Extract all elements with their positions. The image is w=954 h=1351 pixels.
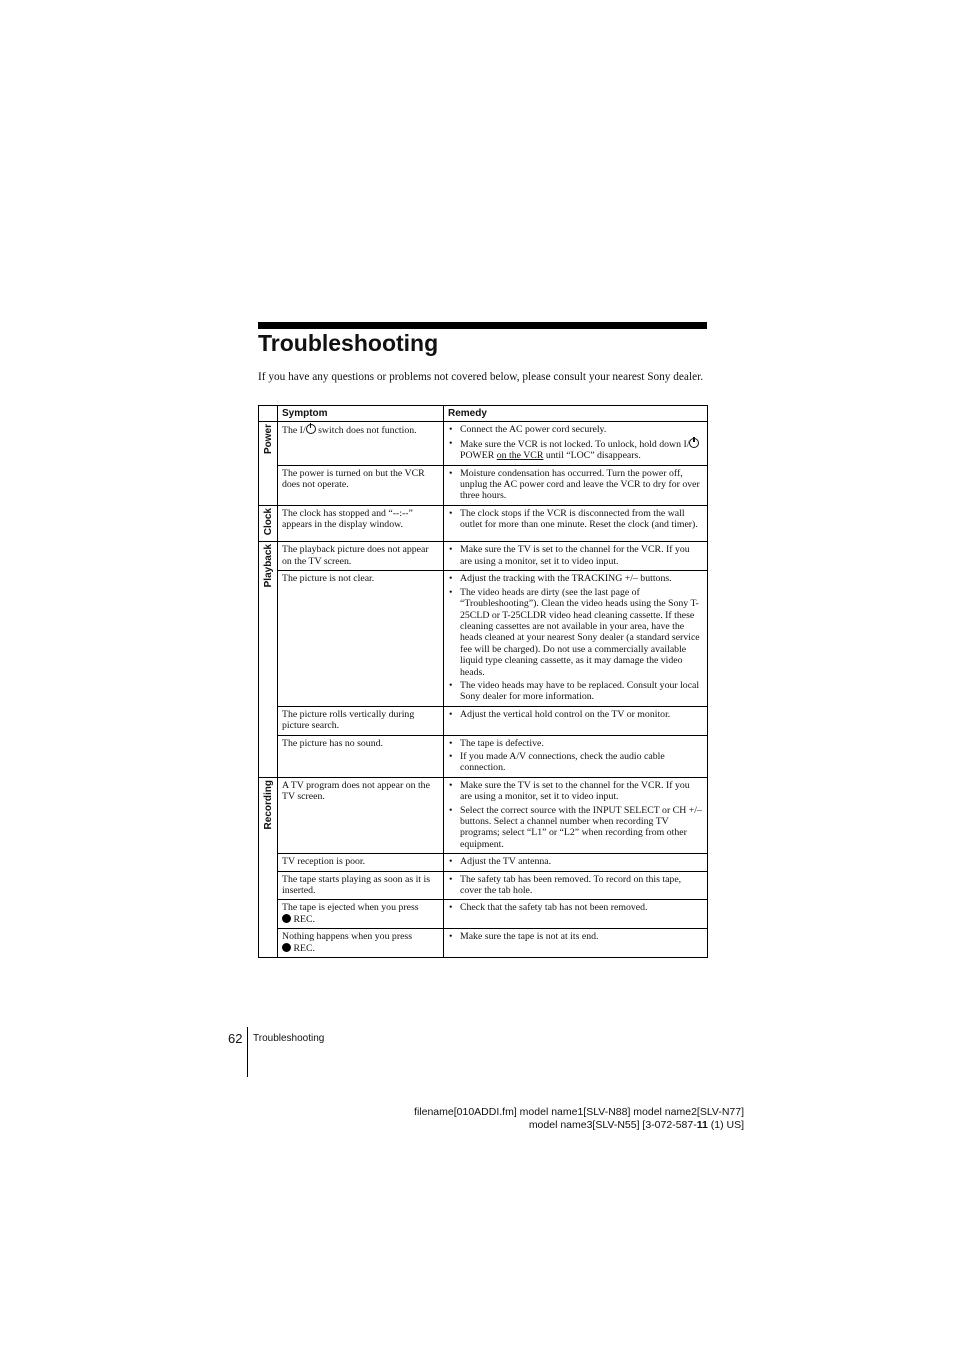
- intro-paragraph: If you have any questions or problems not covered below, please consult your nearest Sony dealer.: [258, 371, 704, 383]
- remedy-cell: [444, 777, 708, 853]
- remedy-cell: [444, 706, 708, 735]
- remedy-cell: [444, 871, 708, 900]
- remedy-cell: [444, 900, 708, 929]
- remedy-cell: [444, 505, 708, 542]
- remedy-item: • Moisture condensation has occurred. Turn the power off, unplug the AC power cord and leave the VCR to dry for over three hours.: [448, 468, 703, 502]
- corner-cell: [259, 406, 278, 422]
- remedy-item: • Select the correct source with the INPUT SELECT or CH +/– buttons. Select a channel number when recording TV programs; select “L1” or “L2” when recording from other equipment.: [448, 805, 703, 851]
- symptom-cell: The playback picture does not appear on the TV screen.: [278, 542, 444, 571]
- symptom-header: Symptom: [278, 406, 444, 422]
- page-title: Troubleshooting: [258, 330, 439, 356]
- power-icon: [306, 424, 316, 434]
- title-rule: [258, 322, 707, 329]
- table-header-row: [259, 406, 708, 422]
- remedy-item: • The video heads are dirty (see the last page of “Troubleshooting”). Clean the video heads using the Sony T-25CLD or T-25CLDR video head cleaning cassette. If these cleaning cassettes are not available in your area, have the heads cleaned at your nearest Sony dealer (a standard service fee will be charged). Do not use a commercially available liquid type cleaning cassette, as it may damage the video heads.: [448, 587, 703, 678]
- power-icon: [689, 438, 699, 448]
- file-info-line-2: model name3[SLV-N55] [3-072-587-11 (1) US]: [528, 1119, 744, 1131]
- table-row: [259, 571, 708, 706]
- remedy-cell: [444, 854, 708, 871]
- category-recording: Recording: [259, 777, 278, 957]
- table-row: [259, 777, 708, 853]
- remedy-item: • Check that the safety tab has not been removed.: [448, 902, 703, 913]
- remedy-item: • Make sure the VCR is not locked. To unlock, hold down I/ POWER on the VCR until “LOC” disappears.: [448, 438, 703, 462]
- symptom-cell: A TV program does not appear on the TV screen.: [278, 777, 444, 853]
- table-row: [259, 706, 708, 735]
- page-number: 62: [228, 1031, 243, 1046]
- remedy-cell: [444, 571, 708, 706]
- remedy-item: • If you made A/V connections, check the audio cable connection.: [448, 751, 703, 774]
- symptom-cell: The picture is not clear.: [278, 571, 444, 706]
- remedy-item: • Adjust the TV antenna.: [448, 856, 703, 867]
- table-row: [259, 422, 708, 465]
- file-info-line-1: filename[010ADDI.fm] model name1[SLV-N88] model name2[SLV-N77]: [414, 1106, 744, 1118]
- symptom-cell: The picture rolls vertically during picture search.: [278, 706, 444, 735]
- rec-dot-icon: [282, 914, 291, 923]
- remedy-item: • Adjust the tracking with the TRACKING +/– buttons.: [448, 573, 703, 584]
- troubleshooting-table: [258, 405, 708, 958]
- table-row: [259, 871, 708, 900]
- symptom-cell: The clock has stopped and “--:--” appears in the display window.: [278, 505, 444, 542]
- table-row: [259, 505, 708, 542]
- remedy-item: • The video heads may have to be replaced. Consult your local Sony dealer for more information.: [448, 680, 703, 703]
- file-info: [414, 1106, 744, 1132]
- remedy-header: Remedy: [444, 406, 708, 422]
- table-row: [259, 735, 708, 777]
- remedy-item: • Adjust the vertical hold control on the TV or monitor.: [448, 709, 703, 720]
- remedy-item: • Make sure the TV is set to the channel for the VCR. If you are using a monitor, set it to video input.: [448, 544, 703, 567]
- symptom-cell: TV reception is poor.: [278, 854, 444, 871]
- remedy-item: • Make sure the TV is set to the channel for the VCR. If you are using a monitor, set it to video input.: [448, 780, 703, 803]
- symptom-cell: The tape starts playing as soon as it is inserted.: [278, 871, 444, 900]
- remedy-item: • Connect the AC power cord securely.: [448, 424, 703, 435]
- rec-dot-icon: [282, 943, 291, 952]
- table-row: [259, 929, 708, 958]
- remedy-cell: [444, 465, 708, 505]
- symptom-cell: The I/ switch does not function.: [278, 422, 444, 465]
- remedy-cell: [444, 422, 708, 465]
- symptom-cell: The picture has no sound.: [278, 735, 444, 777]
- table-row: [259, 900, 708, 929]
- category-playback: Playback: [259, 542, 278, 777]
- remedy-cell: [444, 542, 708, 571]
- table-row: [259, 854, 708, 871]
- symptom-cell: The tape is ejected when you press REC.: [278, 900, 444, 929]
- footer-rule: [247, 1027, 248, 1077]
- remedy-cell: [444, 735, 708, 777]
- remedy-item: • The tape is defective.: [448, 738, 703, 749]
- table-row: [259, 465, 708, 505]
- category-power: Power: [259, 422, 278, 505]
- remedy-cell: [444, 929, 708, 958]
- table-row: [259, 542, 708, 571]
- remedy-item: • Make sure the tape is not at its end.: [448, 931, 703, 942]
- footer-section-name: Troubleshooting: [253, 1033, 325, 1044]
- category-clock: Clock: [259, 505, 278, 542]
- remedy-item: • The safety tab has been removed. To record on this tape, cover the tab hole.: [448, 874, 703, 897]
- symptom-cell: Nothing happens when you press REC.: [278, 929, 444, 958]
- remedy-item: • The clock stops if the VCR is disconnected from the wall outlet for more than one minute. Reset the clock (and timer).: [448, 508, 703, 531]
- symptom-cell: The power is turned on but the VCR does not operate.: [278, 465, 444, 505]
